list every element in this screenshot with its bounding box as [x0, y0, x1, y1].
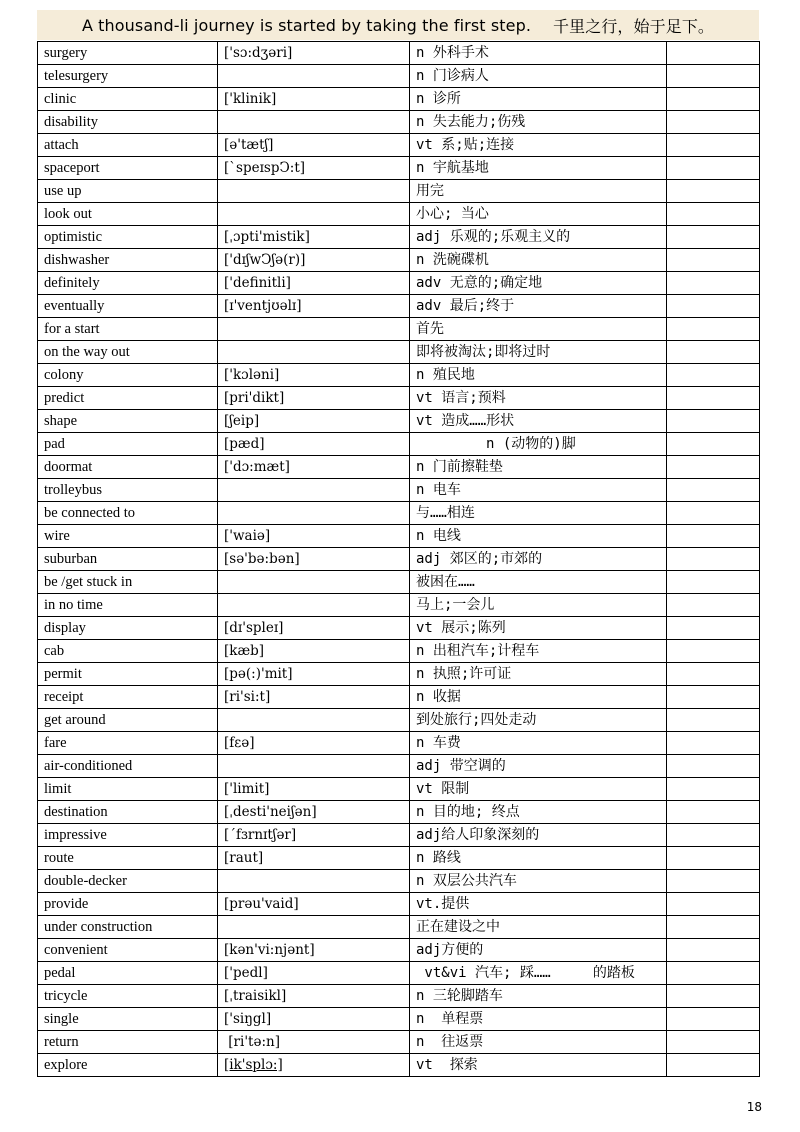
table-row [38, 249, 760, 272]
phonetic-text: [pæd] [224, 436, 265, 452]
phonetic-text: [ɪ'ventjʊəlɪ] [224, 298, 302, 314]
page-number: 18 [746, 1100, 762, 1114]
notes-cell [667, 456, 760, 479]
notes-cell [667, 985, 760, 1008]
meaning-cell: n 失去能力;伤残 [410, 111, 667, 134]
meaning-cell: n 双层公共汽车 [410, 870, 667, 893]
word-cell: limit [38, 778, 218, 801]
table-row [38, 226, 760, 249]
table-row [38, 134, 760, 157]
phonetic-cell [218, 272, 410, 295]
meaning-cell: 首先 [410, 318, 667, 341]
meaning-cell: n 电车 [410, 479, 667, 502]
meaning-cell: n 车费 [410, 732, 667, 755]
meaning-cell: adj方便的 [410, 939, 667, 962]
phonetic-text: [ˌdesti'neiʃən] [224, 804, 317, 820]
phonetic-cell [218, 663, 410, 686]
phonetic-text: ['siŋgl] [224, 1011, 272, 1027]
phonetic-text: ['dɪʃwↃʃə(r)] [224, 252, 306, 268]
notes-cell [667, 801, 760, 824]
notes-cell [667, 640, 760, 663]
phonetic-cell [218, 824, 410, 847]
phonetic-cell [218, 801, 410, 824]
phonetic-text: ['definitli] [224, 275, 291, 291]
meaning-cell: n (动物的)脚 [410, 433, 667, 456]
phonetic-text: [pri'dikt] [224, 390, 285, 406]
phonetic-cell [218, 203, 410, 226]
meaning-cell: n 往返票 [410, 1031, 667, 1054]
word-cell: wire [38, 525, 218, 548]
phonetic-cell [218, 88, 410, 111]
word-cell: air-conditioned [38, 755, 218, 778]
meaning-cell: 小心; 当心 [410, 203, 667, 226]
notes-cell [667, 939, 760, 962]
vocabulary-table-body [38, 42, 760, 1077]
table-row [38, 42, 760, 65]
meaning-cell: n 门诊病人 [410, 65, 667, 88]
table-row [38, 1054, 760, 1077]
table-row [38, 318, 760, 341]
word-cell: double-decker [38, 870, 218, 893]
table-row [38, 617, 760, 640]
meaning-cell: vt 造成……形状 [410, 410, 667, 433]
meaning-cell: n 三轮脚踏车 [410, 985, 667, 1008]
phonetic-cell [218, 732, 410, 755]
phonetic-cell [218, 341, 410, 364]
notes-cell [667, 433, 760, 456]
table-row [38, 1031, 760, 1054]
word-cell: be connected to [38, 502, 218, 525]
meaning-cell: n 单程票 [410, 1008, 667, 1031]
phonetic-text: [pə(:)'mit] [224, 666, 293, 682]
phonetic-cell [218, 640, 410, 663]
word-cell: dishwasher [38, 249, 218, 272]
word-cell: route [38, 847, 218, 870]
word-cell: look out [38, 203, 218, 226]
phonetic-text: [fεə] [224, 735, 255, 751]
notes-cell [667, 548, 760, 571]
word-cell: telesurgery [38, 65, 218, 88]
word-cell: spaceport [38, 157, 218, 180]
table-row [38, 686, 760, 709]
table-row [38, 571, 760, 594]
table-row [38, 203, 760, 226]
notes-cell [667, 65, 760, 88]
notes-cell [667, 226, 760, 249]
word-cell: definitely [38, 272, 218, 295]
word-cell: disability [38, 111, 218, 134]
meaning-cell: n 殖民地 [410, 364, 667, 387]
meaning-cell: vt 探索 [410, 1054, 667, 1077]
phonetic-text: [`speɪspↃ:t] [224, 160, 306, 176]
phonetic-cell [218, 502, 410, 525]
notes-cell [667, 824, 760, 847]
table-row [38, 548, 760, 571]
table-row [38, 364, 760, 387]
table-row [38, 663, 760, 686]
phonetic-text: [ˊfɜrnɪtʃər] [224, 827, 297, 843]
phonetic-cell [218, 410, 410, 433]
phonetic-cell [218, 111, 410, 134]
notes-cell [667, 42, 760, 65]
table-row [38, 640, 760, 663]
meaning-cell: adj 乐观的;乐观主义的 [410, 226, 667, 249]
phonetic-cell [218, 65, 410, 88]
word-cell: receipt [38, 686, 218, 709]
meaning-cell: n 出租汽车;计程车 [410, 640, 667, 663]
notes-cell [667, 962, 760, 985]
table-row [38, 870, 760, 893]
table-row [38, 732, 760, 755]
table-row [38, 755, 760, 778]
phonetic-cell [218, 893, 410, 916]
phonetic-text: ['dɔ:mæt] [224, 459, 290, 475]
phonetic-text: [kən'vi:njənt] [224, 942, 315, 958]
meaning-cell: n 路线 [410, 847, 667, 870]
notes-cell [667, 410, 760, 433]
meaning-cell: n 洗碗碟机 [410, 249, 667, 272]
meaning-cell: n 门前擦鞋垫 [410, 456, 667, 479]
notes-cell [667, 755, 760, 778]
meaning-cell: adj给人印象深刻的 [410, 824, 667, 847]
phonetic-cell [218, 571, 410, 594]
phonetic-cell [218, 1031, 410, 1054]
phonetic-cell [218, 870, 410, 893]
word-cell: return [38, 1031, 218, 1054]
word-cell: on the way out [38, 341, 218, 364]
motto-english: A thousand-li journey is started by taking the first step. [81, 15, 532, 35]
word-cell: use up [38, 180, 218, 203]
table-row [38, 502, 760, 525]
notes-cell [667, 341, 760, 364]
meaning-cell: n 电线 [410, 525, 667, 548]
meaning-cell: 到处旅行;四处走动 [410, 709, 667, 732]
notes-cell [667, 709, 760, 732]
phonetic-cell [218, 1008, 410, 1031]
word-cell: single [38, 1008, 218, 1031]
notes-cell [667, 111, 760, 134]
word-cell: explore [38, 1054, 218, 1077]
word-cell: colony [38, 364, 218, 387]
phonetic-text: ['kɔləni] [224, 367, 280, 383]
word-cell: fare [38, 732, 218, 755]
phonetic-text: [ˌɔpti'mistik] [224, 229, 310, 245]
notes-cell [667, 916, 760, 939]
phonetic-text: [ə'tætʃ] [224, 137, 274, 153]
meaning-cell: vt 系;贴;连接 [410, 134, 667, 157]
meaning-cell: 用完 [410, 180, 667, 203]
phonetic-text: [dɪ'spleɪ] [224, 620, 284, 636]
table-row [38, 180, 760, 203]
meaning-cell: n 执照;许可证 [410, 663, 667, 686]
notes-cell [667, 387, 760, 410]
table-row [38, 157, 760, 180]
meaning-cell: 马上;一会儿 [410, 594, 667, 617]
word-cell: pad [38, 433, 218, 456]
phonetic-cell [218, 709, 410, 732]
table-row [38, 341, 760, 364]
word-cell: eventually [38, 295, 218, 318]
phonetic-cell [218, 962, 410, 985]
notes-cell [667, 295, 760, 318]
notes-cell [667, 180, 760, 203]
phonetic-cell [218, 939, 410, 962]
meaning-cell: vt 展示;陈列 [410, 617, 667, 640]
notes-cell [667, 847, 760, 870]
meaning-cell: adv 无意的;确定地 [410, 272, 667, 295]
table-row [38, 594, 760, 617]
table-row [38, 939, 760, 962]
notes-cell [667, 1008, 760, 1031]
word-cell: cab [38, 640, 218, 663]
table-row [38, 893, 760, 916]
word-cell: under construction [38, 916, 218, 939]
notes-cell [667, 571, 760, 594]
phonetic-cell [218, 249, 410, 272]
word-cell: optimistic [38, 226, 218, 249]
table-row [38, 295, 760, 318]
word-cell: convenient [38, 939, 218, 962]
phonetic-text: ['waiə] [224, 528, 271, 544]
vocabulary-table [37, 41, 760, 1077]
table-row [38, 525, 760, 548]
phonetic-text: [prəu'vaid] [224, 896, 299, 912]
notes-cell [667, 272, 760, 295]
meaning-cell: 正在建设之中 [410, 916, 667, 939]
phonetic-text: ['limit] [224, 781, 270, 797]
meaning-cell: 与……相连 [410, 502, 667, 525]
notes-cell [667, 249, 760, 272]
table-row [38, 433, 760, 456]
table-row [38, 778, 760, 801]
word-cell: surgery [38, 42, 218, 65]
meaning-cell: vt&vi 汽车; 踩…… 的踏板 [410, 962, 667, 985]
word-cell: suburban [38, 548, 218, 571]
notes-cell [667, 525, 760, 548]
table-row [38, 801, 760, 824]
header-motto [37, 10, 759, 40]
phonetic-cell [218, 364, 410, 387]
meaning-cell: adj 郊区的;市郊的 [410, 548, 667, 571]
notes-cell [667, 686, 760, 709]
word-cell: destination [38, 801, 218, 824]
phonetic-text: [raut] [224, 850, 264, 866]
meaning-cell: n 诊所 [410, 88, 667, 111]
phonetic-text: [ˌtraisikl] [224, 988, 287, 1004]
word-cell: permit [38, 663, 218, 686]
phonetic-cell [218, 525, 410, 548]
notes-cell [667, 502, 760, 525]
phonetic-cell [218, 847, 410, 870]
notes-cell [667, 203, 760, 226]
table-row [38, 387, 760, 410]
word-cell: for a start [38, 318, 218, 341]
phonetic-cell [218, 42, 410, 65]
meaning-cell: n 宇航基地 [410, 157, 667, 180]
notes-cell [667, 157, 760, 180]
phonetic-cell [218, 1054, 410, 1077]
phonetic-cell [218, 318, 410, 341]
phonetic-text: [ri'tə:n] [224, 1034, 280, 1050]
phonetic-cell [218, 548, 410, 571]
table-row [38, 65, 760, 88]
notes-cell [667, 1031, 760, 1054]
phonetic-cell [218, 617, 410, 640]
phonetic-cell [218, 479, 410, 502]
table-row [38, 479, 760, 502]
notes-cell [667, 88, 760, 111]
notes-cell [667, 870, 760, 893]
table-row [38, 1008, 760, 1031]
phonetic-cell [218, 180, 410, 203]
notes-cell [667, 617, 760, 640]
phonetic-text: [ik'splɔ:] [224, 1057, 283, 1073]
word-cell: attach [38, 134, 218, 157]
word-cell: doormat [38, 456, 218, 479]
phonetic-cell [218, 755, 410, 778]
phonetic-cell [218, 916, 410, 939]
phonetic-cell [218, 686, 410, 709]
meaning-cell: adj 带空调的 [410, 755, 667, 778]
phonetic-text: [ʃeip] [224, 413, 260, 429]
word-cell: get around [38, 709, 218, 732]
phonetic-cell [218, 226, 410, 249]
phonetic-cell [218, 778, 410, 801]
table-row [38, 88, 760, 111]
word-cell: in no time [38, 594, 218, 617]
notes-cell [667, 663, 760, 686]
notes-cell [667, 778, 760, 801]
notes-cell [667, 479, 760, 502]
meaning-cell: 即将被淘汰;即将过时 [410, 341, 667, 364]
phonetic-text: ['klinik] [224, 91, 277, 107]
phonetic-cell [218, 985, 410, 1008]
notes-cell [667, 893, 760, 916]
phonetic-text: [sə'bə:bən] [224, 551, 300, 567]
table-row [38, 916, 760, 939]
word-cell: trolleybus [38, 479, 218, 502]
word-cell: impressive [38, 824, 218, 847]
motto-chinese: 千里之行，始于足下。 [553, 16, 715, 36]
phonetic-text: [ri'si:t] [224, 689, 271, 705]
phonetic-cell [218, 157, 410, 180]
table-row [38, 111, 760, 134]
phonetic-text: ['sɔ:dʒəri] [224, 45, 293, 61]
word-cell: be /get stuck in [38, 571, 218, 594]
word-cell: tricycle [38, 985, 218, 1008]
meaning-cell: vt 限制 [410, 778, 667, 801]
word-cell: shape [38, 410, 218, 433]
notes-cell [667, 364, 760, 387]
word-cell: display [38, 617, 218, 640]
phonetic-cell [218, 594, 410, 617]
table-row [38, 847, 760, 870]
meaning-cell: vt.提供 [410, 893, 667, 916]
table-row [38, 272, 760, 295]
meaning-cell: n 外科手术 [410, 42, 667, 65]
word-cell: pedal [38, 962, 218, 985]
table-row [38, 709, 760, 732]
phonetic-cell [218, 134, 410, 157]
phonetic-cell [218, 387, 410, 410]
notes-cell [667, 594, 760, 617]
meaning-cell: n 收据 [410, 686, 667, 709]
word-cell: provide [38, 893, 218, 916]
table-row [38, 985, 760, 1008]
phonetic-cell [218, 456, 410, 479]
meaning-cell: 被困在…… [410, 571, 667, 594]
meaning-cell: adv 最后;终于 [410, 295, 667, 318]
word-cell: predict [38, 387, 218, 410]
notes-cell [667, 134, 760, 157]
table-row [38, 410, 760, 433]
phonetic-text: ['pedl] [224, 965, 268, 981]
table-row [38, 456, 760, 479]
meaning-cell: n 目的地; 终点 [410, 801, 667, 824]
phonetic-cell [218, 433, 410, 456]
notes-cell [667, 1054, 760, 1077]
notes-cell [667, 318, 760, 341]
phonetic-text: [kæb] [224, 643, 265, 659]
word-cell: clinic [38, 88, 218, 111]
meaning-cell: vt 语言;预料 [410, 387, 667, 410]
notes-cell [667, 732, 760, 755]
phonetic-cell [218, 295, 410, 318]
table-row [38, 962, 760, 985]
table-row [38, 824, 760, 847]
